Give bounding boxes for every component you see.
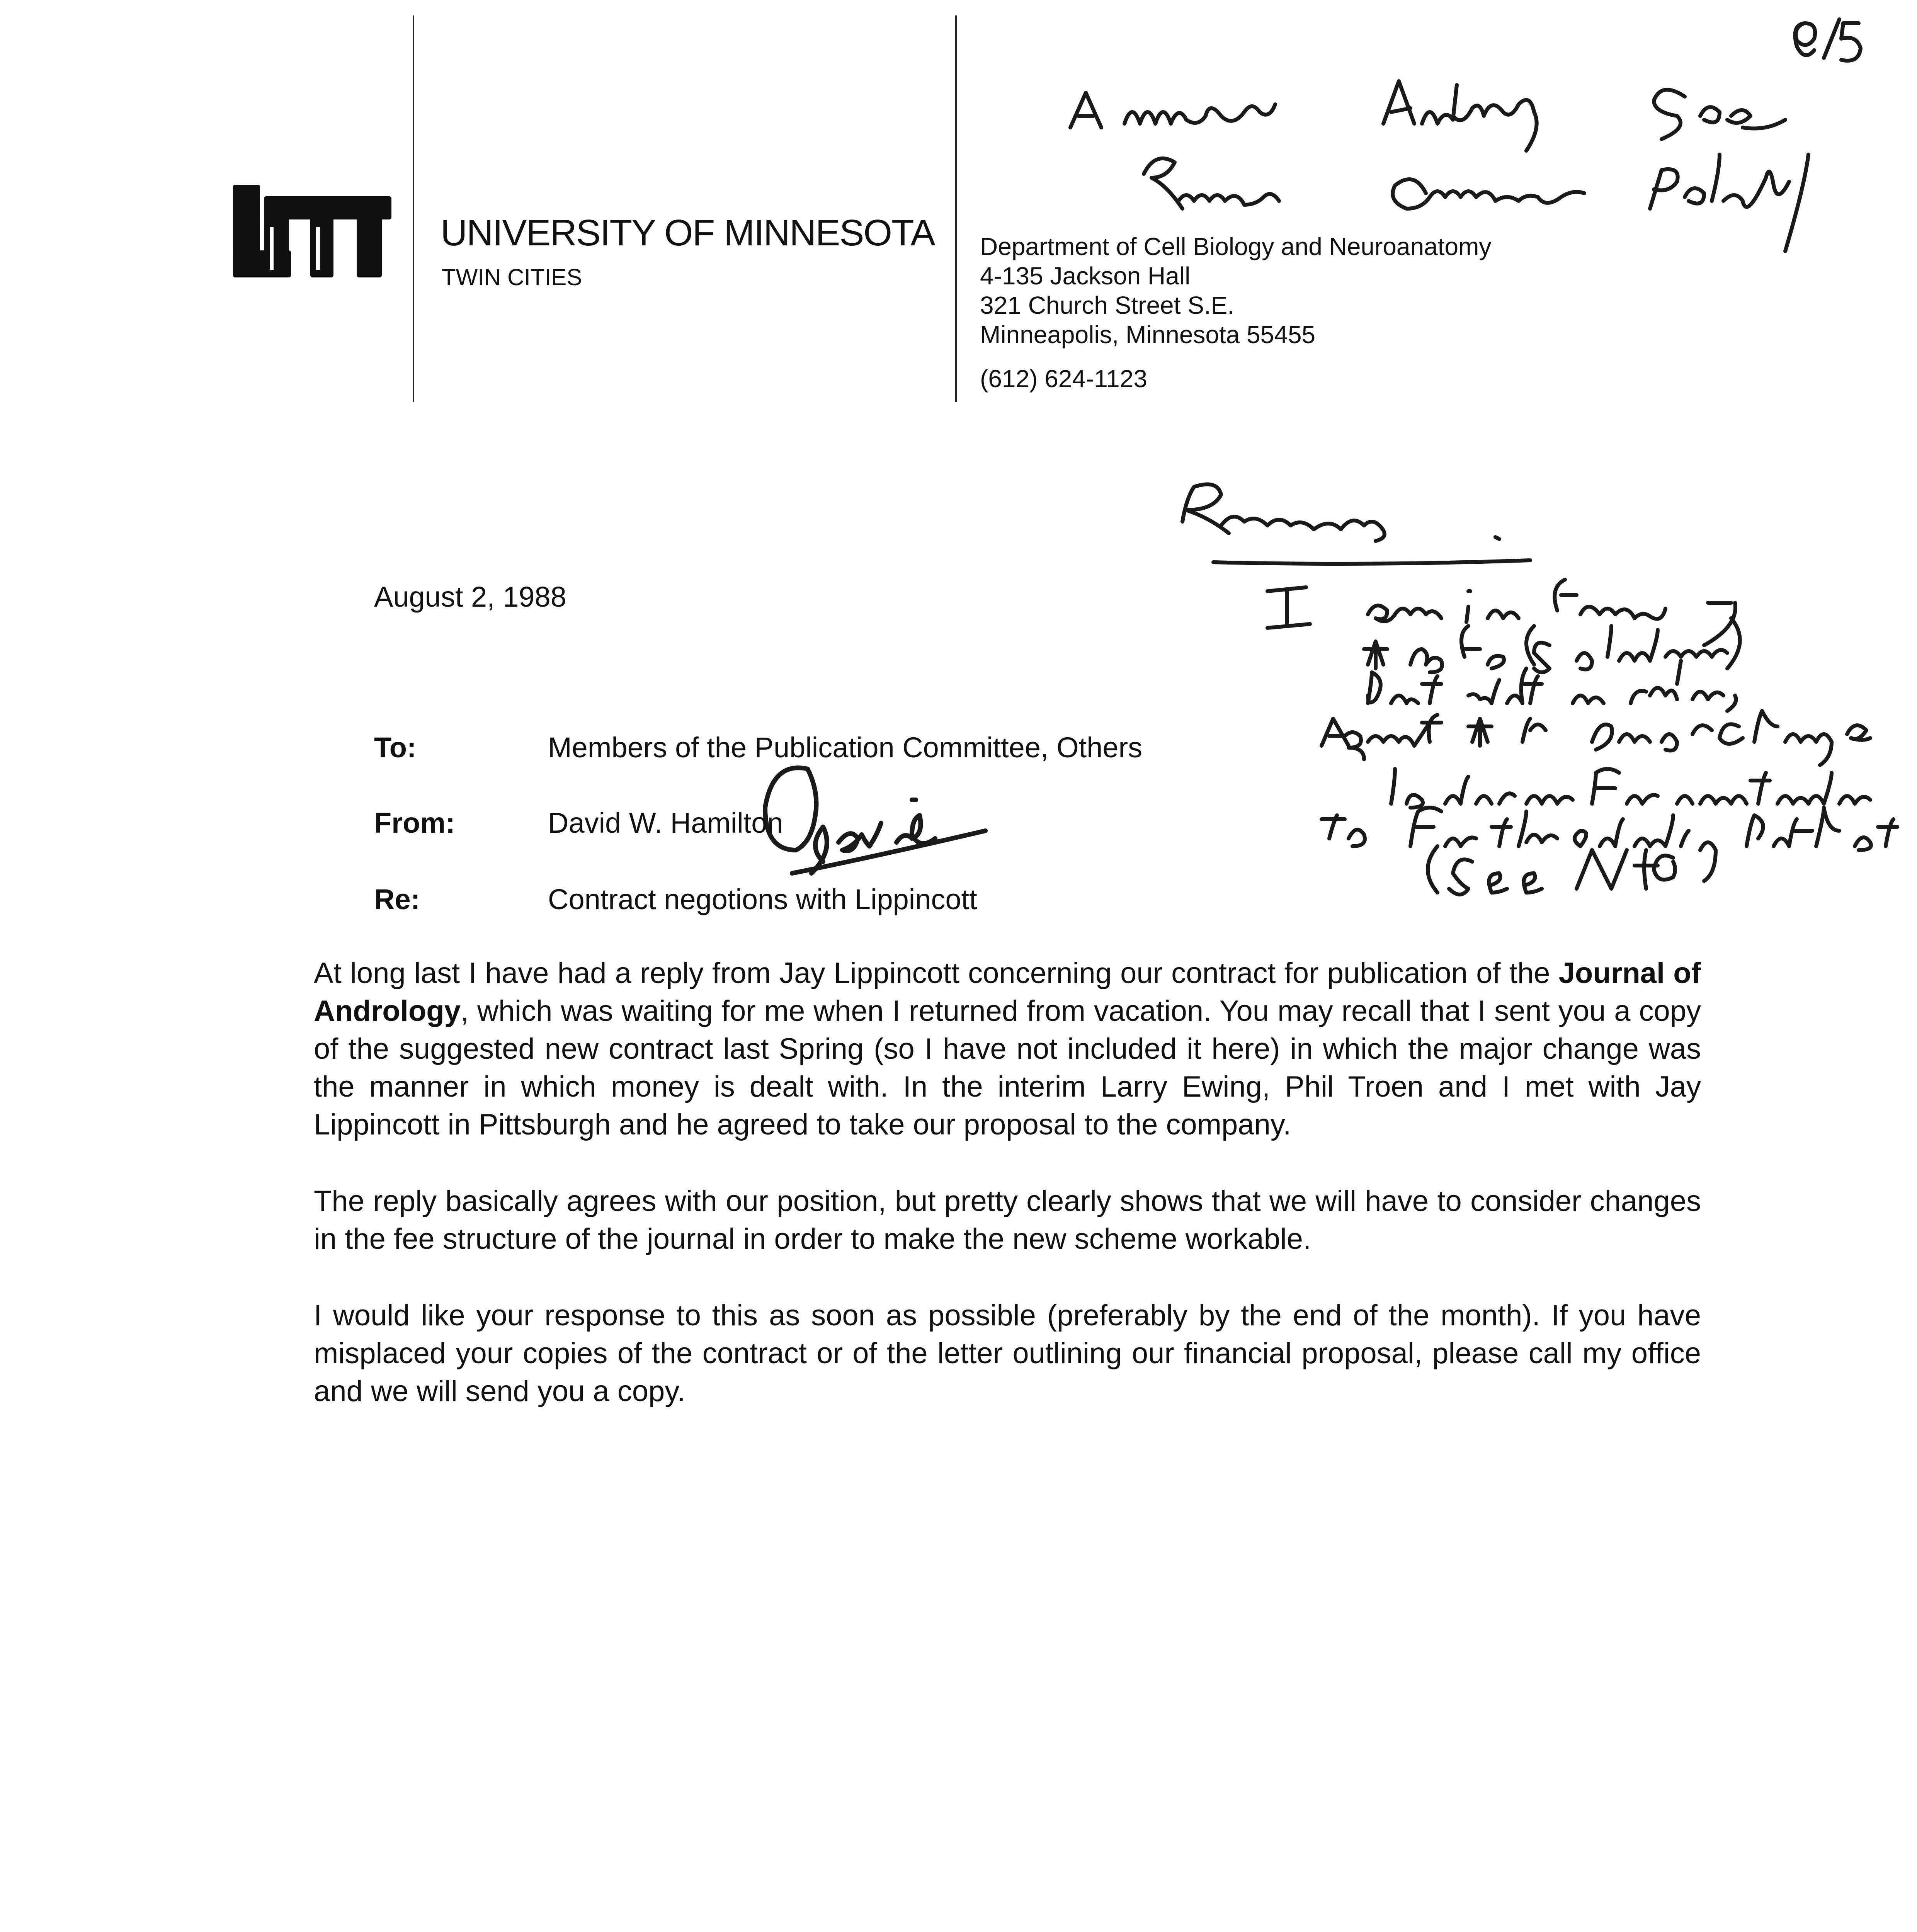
re-label: Re: <box>374 883 420 915</box>
memo-date: August 2, 1988 <box>374 581 566 613</box>
from-value: David W. Hamilton <box>548 807 783 839</box>
handwritten-margin-line-4 <box>1322 711 1870 765</box>
handwritten-margin-heading <box>1182 484 1530 564</box>
handwritten-margin-line-3 <box>1368 661 1736 711</box>
body-paragraph-1: At long last I have had a reply from Jay Lippincott concerning our contract for publication of the Journal of Andrology, which was waiting for me when I returned from vacation. You may recall that I sent you a copy of the suggested new contract last Spring (so I have not included it here) in which the major change was the manner in which money is dealt with. In the interim Larry Ewing, Phil Troen and I met with Jay Lippincott in Pittsburgh and he agreed to take our proposal to the company. <box>314 957 1701 1141</box>
university-name: UNIVERSITY OF MINNESOTA <box>441 212 935 253</box>
to-label: To: <box>374 731 417 764</box>
handwritten-margin-line-5 <box>1391 769 1870 808</box>
handwritten-margin-line-6 <box>1322 808 1897 881</box>
body-paragraph-3: I would like your response to this as soon as possible (preferably by the end of the month). If you have misplaced your copies of the contract or of the letter outlining our financial proposal, please call my office and we will send you a copy. <box>314 1299 1701 1408</box>
handwritten-margin-line-2 <box>1364 618 1740 672</box>
address-line-3: Minneapolis, Minnesota 55455 <box>980 321 1316 349</box>
to-value: Members of the Publication Committee, Others <box>548 731 1143 764</box>
address-line-1: 4-135 Jackson Hall <box>980 262 1191 290</box>
journal-title: Journal of Andrology <box>314 957 1701 1027</box>
department-name: Department of Cell Biology and Neuroanatomy <box>980 233 1492 260</box>
department-phone: (612) 624-1123 <box>980 365 1147 393</box>
handwritten-top-line-1 <box>1070 81 1785 151</box>
from-label: From: <box>374 807 455 839</box>
handwritten-margin-line-1 <box>1267 580 1735 645</box>
address-line-2: 321 Church Street S.E. <box>980 291 1235 319</box>
handwritten-margin-line-7 <box>1428 846 1675 895</box>
handwritten-corner-mark <box>1795 19 1861 61</box>
re-value: Contract negotions with Lippincott <box>548 883 977 915</box>
university-campus: TWIN CITIES <box>442 264 582 290</box>
signature <box>765 768 985 873</box>
body-paragraph-2: The reply basically agrees with our position, but pretty clearly shows that we will have to consider changes in the fee structure of the journal in order to make the new scheme workable. <box>314 1185 1701 1255</box>
memo-body <box>314 954 1701 1449</box>
handwritten-top-line-2 <box>1144 155 1808 251</box>
